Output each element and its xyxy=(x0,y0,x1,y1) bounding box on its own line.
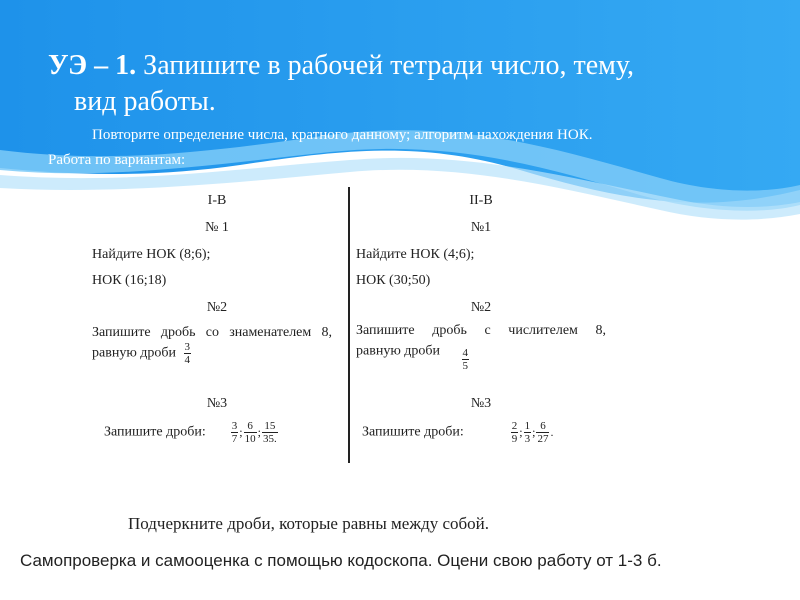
variant2-task3-row: Запишите дроби: $\frac{2}{9}$ ; $\frac{1}{3}$ ; $\frac{6}{27}$ . xyxy=(362,420,554,445)
variant1-task2-text xyxy=(92,325,332,366)
variant2-heading: II-В xyxy=(469,193,493,208)
variant2-task1-line2: НОК (30;50) xyxy=(356,273,431,288)
variant2-task2-line1: Запишите дробь с числителем 8, xyxy=(356,323,606,338)
variant2-task2-text xyxy=(356,323,606,372)
title-label: УЭ – 1. xyxy=(48,50,137,81)
column-divider xyxy=(348,187,350,463)
self-check-instruction: Самопроверка и самооценка с помощью кодоскопа. Оцени свою работу от 1-3 б. xyxy=(20,551,662,570)
variant1-task2-line1: Запишите дробь со знаменателем 8, xyxy=(92,325,332,340)
variant2-task1-label: №1 xyxy=(470,220,492,235)
variant1-task2-fraction: $\frac{3}{4}$ xyxy=(184,341,191,366)
title-line2: вид работы. xyxy=(74,86,216,117)
variant1-task2-label: №2 xyxy=(206,300,228,315)
variant2-fraction-3: $\frac{6}{27}$ xyxy=(537,420,549,445)
variant2-task2-fraction: $\frac{4}{5}$ xyxy=(462,347,469,372)
variant1-fraction-1: $\frac{3}{7}$ xyxy=(231,420,238,445)
variant2-task3-label: №3 xyxy=(470,396,492,411)
variant2-task1-line1: Найдите НОК (4;6); xyxy=(356,247,475,262)
variant1-task3-text: Запишите дроби: xyxy=(104,424,206,440)
variants-label: Работа по вариантам: xyxy=(48,152,186,168)
variant1-task2-line2: равную дроби xyxy=(92,345,177,361)
variant1-fraction-2: $\frac{6}{10}$ xyxy=(244,420,256,445)
variant2-fraction-1: $\frac{2}{9}$ xyxy=(511,420,518,445)
variant1-task3-label: №3 xyxy=(206,396,228,411)
variant1-heading: I-В xyxy=(207,193,227,208)
variant2-task2-label: №2 xyxy=(470,300,492,315)
variant1-fraction-3: $\frac{15}{35.}$ xyxy=(262,420,277,445)
variant2-trailing: . xyxy=(550,425,554,439)
title-line1: Запишите в рабочей тетради число, тему, xyxy=(143,50,635,81)
variant1-task1-label: № 1 xyxy=(205,220,229,235)
variant2-fraction-2: $\frac{1}{3}$ xyxy=(524,420,531,445)
subtitle: Повторите определение числа, кратного данному; алгоритм нахождения НОК. xyxy=(92,127,593,143)
page-title xyxy=(48,48,768,120)
variant2-task3-text: Запишите дроби: xyxy=(362,424,464,440)
variant2-task2-line2: равную дроби xyxy=(356,343,441,359)
variant1-task3-row: Запишите дроби: $\frac{3}{7}$ ; $\frac{6}{10}$ ; $\frac{15}{35.}$ xyxy=(104,420,277,445)
underline-instruction: Подчеркните дроби, которые равны между собой. xyxy=(128,514,490,533)
variant1-task1-line1: Найдите НОК (8;6); xyxy=(92,247,211,262)
variant1-task1-line2: НОК (16;18) xyxy=(92,273,167,288)
